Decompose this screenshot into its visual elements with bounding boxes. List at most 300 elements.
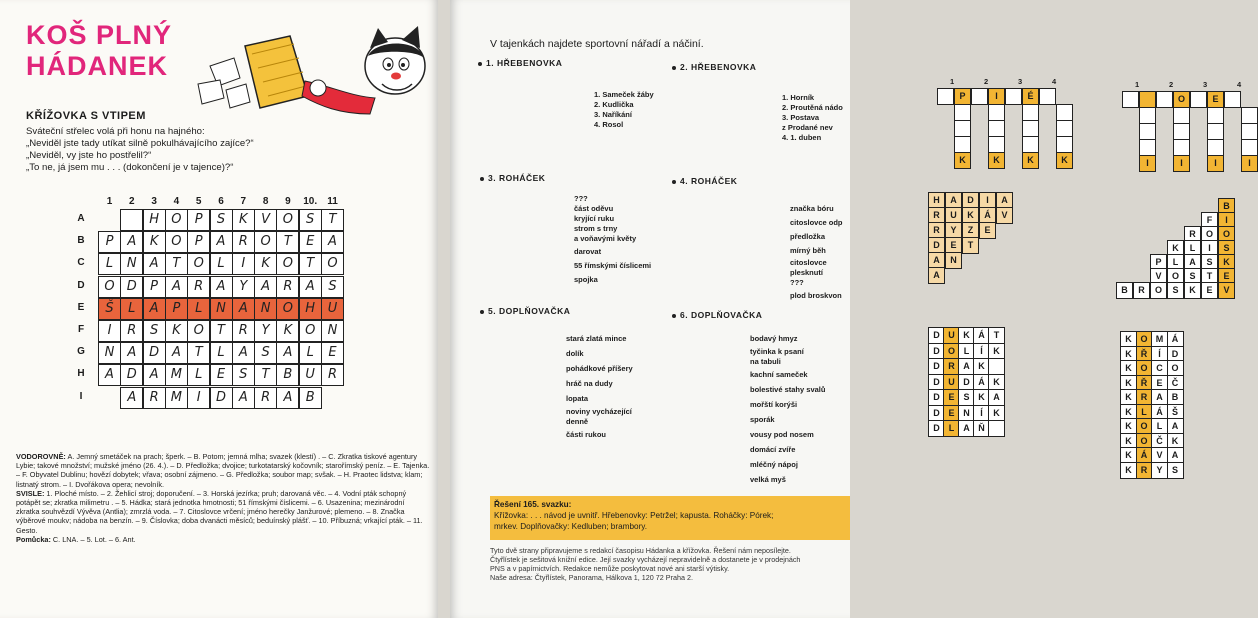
section-3-title: 3. ROHÁČEK	[480, 173, 545, 183]
puzzle-cell[interactable]: I	[979, 192, 996, 209]
puzzle-cell[interactable]: A	[928, 267, 945, 284]
crossword-cell[interactable]: A	[232, 342, 255, 364]
puzzle-cell[interactable]: Á	[1167, 331, 1184, 348]
crossword-cell[interactable]: A	[210, 231, 233, 253]
crossword-cell[interactable]: O	[187, 253, 210, 275]
crossword-cell[interactable]: T	[187, 342, 210, 364]
puzzle-cell[interactable]	[988, 120, 1005, 137]
crossword-cell[interactable]: R	[254, 387, 277, 409]
puzzle-cell[interactable]	[1056, 136, 1073, 153]
puzzle-cell[interactable]: E	[943, 389, 960, 406]
puzzle-cell[interactable]	[1005, 88, 1022, 105]
crossword-cell[interactable]: I	[232, 253, 255, 275]
section-5-title: 5. DOPLŇOVAČKA	[480, 306, 570, 316]
puzzle-cell[interactable]: K	[988, 374, 1005, 391]
puzzle-cell[interactable]: Č	[1167, 375, 1184, 392]
puzzle-cell[interactable]: S	[1167, 282, 1184, 299]
puzzle-cell[interactable]: A	[1184, 254, 1201, 271]
crossword-cell[interactable]: R	[232, 231, 255, 253]
crossword-cell[interactable]: T	[321, 209, 344, 231]
crossword-cell[interactable]: R	[143, 387, 166, 409]
page-title: KOŠ PLNÝ HÁDANEK	[26, 20, 173, 81]
crossword-cell[interactable]: A	[210, 276, 233, 298]
crossword-cell[interactable]: S	[232, 364, 255, 386]
crossword-cell[interactable]: O	[165, 231, 188, 253]
puzzle-cell[interactable]: B	[1167, 389, 1184, 406]
row-letter: D	[77, 279, 85, 291]
puzzle-cell[interactable]: K	[1167, 240, 1184, 257]
puzzle-cell[interactable]: K	[954, 152, 971, 169]
crossword-cell[interactable]: O	[98, 276, 121, 298]
puzzle-cell[interactable]	[1022, 120, 1039, 137]
puzzle-cell[interactable]: K	[988, 152, 1005, 169]
puzzle-cell[interactable]: U	[943, 374, 960, 391]
puzzle-cell[interactable]: U	[943, 327, 960, 344]
puzzle-cell[interactable]: C	[1151, 360, 1168, 377]
puzzle-cell[interactable]: K	[988, 343, 1005, 360]
puzzle-cell[interactable]: T	[988, 327, 1005, 344]
puzzle-cell[interactable]: K	[1120, 375, 1137, 392]
puzzle-cell[interactable]: D	[928, 405, 945, 422]
crossword-cell[interactable]: A	[120, 342, 143, 364]
crossword-cell[interactable]: A	[98, 364, 121, 386]
crossword-cell[interactable]: S	[143, 320, 166, 342]
puzzle-cell[interactable]	[1207, 107, 1224, 124]
puzzle-cell[interactable]: Ň	[973, 420, 990, 437]
puzzle-cell[interactable]: O	[1173, 91, 1190, 108]
crossword-cell[interactable]: S	[299, 209, 322, 231]
puzzle-cell[interactable]: R	[928, 222, 945, 239]
crossword-cell[interactable]: S	[254, 342, 277, 364]
puzzle-cell[interactable]: Ř	[1136, 346, 1153, 363]
puzzle-cell[interactable]: D	[928, 374, 945, 391]
puzzle-cell[interactable]: K	[988, 405, 1005, 422]
puzzle-cell[interactable]: L	[1167, 254, 1184, 271]
puzzle-cell[interactable]: L	[958, 343, 975, 360]
puzzle-cell[interactable]: V	[1150, 268, 1167, 285]
puzzle-cell[interactable]: V	[996, 207, 1013, 224]
crossword-cell[interactable]: V	[254, 209, 277, 231]
puzzle-cell[interactable]: K	[1120, 418, 1137, 435]
puzzle-cell[interactable]: I	[1241, 155, 1258, 172]
crossword-cell[interactable]: K	[276, 320, 299, 342]
crossword-cell[interactable]: P	[98, 231, 121, 253]
crossword-cell[interactable]: K	[254, 253, 277, 275]
crossword-cell[interactable]: K	[143, 231, 166, 253]
puzzle-cell[interactable]: K	[1184, 282, 1201, 299]
crossword-cell[interactable]: T	[254, 364, 277, 386]
puzzle-cell[interactable]: D	[928, 343, 945, 360]
crossword-cell[interactable]: T	[276, 231, 299, 253]
puzzle-cell[interactable]: A	[945, 192, 962, 209]
crossword-cell[interactable]: R	[321, 364, 344, 386]
puzzle-cell[interactable]	[1241, 107, 1258, 124]
column-number: 8	[262, 196, 269, 207]
crossword-cell[interactable]: E	[210, 364, 233, 386]
puzzle-cell[interactable]: K	[973, 389, 990, 406]
crossword-cell[interactable]: A	[120, 387, 143, 409]
puzzle-cell[interactable]: Č	[1151, 433, 1168, 450]
puzzle-cell[interactable]: T	[962, 237, 979, 254]
crossword-cell[interactable]: A	[299, 276, 322, 298]
puzzle-cell[interactable]: É	[1022, 88, 1039, 105]
puzzle-cell[interactable]: E	[945, 237, 962, 254]
puzzle-cell[interactable]: K	[958, 327, 975, 344]
puzzle-cell[interactable]	[971, 88, 988, 105]
crossword-cell[interactable]: L	[120, 298, 143, 320]
crossword-cell[interactable]: O	[254, 231, 277, 253]
puzzle-cell[interactable]	[1156, 91, 1173, 108]
s6-clues: bodavý hmyz tyčinka k psaní na tabuli kachní sameček bolestivé stahy svalů mořští korýši sporák vousy pod nosem domácí zvíře mléčný nápoj velká myš	[750, 334, 826, 484]
crossword-cell[interactable]: M	[165, 364, 188, 386]
crossword-cell[interactable]: O	[276, 209, 299, 231]
crossword-cell[interactable]: A	[276, 342, 299, 364]
puzzle-cell[interactable]	[1122, 91, 1139, 108]
crossword-cell[interactable]: A	[120, 231, 143, 253]
puzzle-cell[interactable]	[1173, 139, 1190, 156]
crossword-cell[interactable]: O	[321, 253, 344, 275]
puzzle-cell[interactable]: R	[943, 358, 960, 375]
puzzle-cell[interactable]: R	[1184, 226, 1201, 243]
crossword-cell[interactable]: A	[321, 231, 344, 253]
puzzle-cell[interactable]	[1022, 104, 1039, 121]
puzzle-cell[interactable]: V	[1151, 447, 1168, 464]
puzzle-cell[interactable]: P	[1150, 254, 1167, 271]
puzzle-cell[interactable]: O	[943, 343, 960, 360]
crossword-cell[interactable]: H	[299, 298, 322, 320]
puzzle-cell[interactable]: O	[1136, 360, 1153, 377]
puzzle-cell[interactable]: F	[1201, 212, 1218, 229]
crossword-cell[interactable]: N	[254, 298, 277, 320]
puzzle-cell[interactable]: K	[1120, 346, 1137, 363]
puzzle-cell[interactable]	[1241, 139, 1258, 156]
section-4-title: 4. ROHÁČEK	[672, 176, 737, 186]
column-number: 3	[151, 196, 157, 207]
crossword-cell[interactable]: T	[165, 253, 188, 275]
puzzle-cell[interactable]: D	[928, 358, 945, 375]
puzzle-cell[interactable]: Y	[1151, 462, 1168, 479]
crossword-cell[interactable]: N	[98, 342, 121, 364]
puzzle-cell[interactable]: K	[1120, 433, 1137, 450]
puzzle-cell[interactable]: R	[1133, 282, 1150, 299]
puzzle-cell[interactable]	[988, 104, 1005, 121]
comb-number: 1	[950, 77, 955, 86]
crossword-cell[interactable]: R	[276, 276, 299, 298]
puzzle-cell[interactable]: I	[1207, 155, 1224, 172]
puzzle-cell[interactable]: K	[1218, 254, 1235, 271]
crossword-cell[interactable]: S	[321, 276, 344, 298]
cat-illustration	[190, 26, 430, 121]
crossword-cell[interactable]: K	[232, 209, 255, 231]
comb-number: 1	[1135, 80, 1140, 89]
puzzle-cell[interactable]	[954, 104, 971, 121]
puzzle-cell[interactable]: K	[1120, 360, 1137, 377]
crossword-cell[interactable]: D	[120, 364, 143, 386]
column-number: 1	[106, 196, 113, 207]
crossword-cell[interactable]: A	[143, 253, 166, 275]
crossword-cell[interactable]: L	[187, 364, 210, 386]
puzzle-cell[interactable]: D	[928, 420, 945, 437]
puzzle-cell[interactable]: Y	[945, 222, 962, 239]
puzzle-cell[interactable]: K	[1120, 404, 1137, 421]
puzzle-cell[interactable]: Á	[1136, 447, 1153, 464]
puzzle-cell[interactable]: Í	[973, 343, 990, 360]
right-page	[450, 0, 1251, 618]
puzzle-cell[interactable]: E	[1201, 282, 1218, 299]
s4-clues: značka bóru citoslovce odp předložka mírný běh citoslovce plesknutí ??? plod broskvon	[790, 204, 843, 300]
crossword-cell[interactable]: P	[165, 298, 188, 320]
puzzle-cell[interactable]	[1039, 88, 1056, 105]
puzzle-cell[interactable]: Ř	[1136, 375, 1153, 392]
crossword-cell[interactable]: H	[143, 209, 166, 231]
puzzle-cell[interactable]	[988, 136, 1005, 153]
comb-number: 2	[984, 77, 989, 86]
puzzle-cell[interactable]: S	[1201, 254, 1218, 271]
puzzle-cell[interactable]: I	[1218, 212, 1235, 229]
column-number: 6	[218, 196, 224, 207]
crossword-cell[interactable]: N	[210, 298, 233, 320]
footer-notice: Tyto dvě strany připravujeme s redakcí časopisu Hádanka a křížovka. Řešení nám neposílejte. Čtyřlístek je sešitová knižní edice. Její svazky vycházejí nepravidelně a dostanete je v prodejnách PNS a v papírnictvích. Redakce nemůže poskytovat nové ani starší výtisky. Naše adresa: Čtyřlístek, Panorama, Hálkova 1, 120 72 Praha 2.	[490, 546, 801, 582]
crossword-cell[interactable]: A	[232, 387, 255, 409]
puzzle-cell[interactable]: O	[1150, 282, 1167, 299]
s2-clues: 1. Horník 2. Proutěná nádo 3. Postava z Prodané nev 4. 1. duben	[782, 93, 843, 142]
puzzle-cell[interactable]: D	[928, 327, 945, 344]
crossword-cell[interactable]: U	[299, 364, 322, 386]
puzzle-cell[interactable]	[1139, 123, 1156, 140]
section-2-title: 2. HŘEBENOVKA	[672, 62, 756, 72]
puzzle-cell[interactable]: E	[943, 405, 960, 422]
crossword-cell[interactable]: Y	[254, 320, 277, 342]
crossword-cell[interactable]: A	[165, 342, 188, 364]
puzzle-cell[interactable]	[988, 358, 1005, 375]
puzzle-cell[interactable]	[1056, 104, 1073, 121]
puzzle-cell[interactable]	[1207, 123, 1224, 140]
puzzle-cell[interactable]: K	[1056, 152, 1073, 169]
crossword-cell[interactable]: A	[143, 364, 166, 386]
puzzle-cell[interactable]: I	[988, 88, 1005, 105]
puzzle-cell[interactable]: I	[1139, 155, 1156, 172]
puzzle-cell[interactable]: A	[958, 358, 975, 375]
crossword-cell[interactable]: P	[143, 276, 166, 298]
puzzle-cell[interactable]: I	[1201, 240, 1218, 257]
puzzle-cell[interactable]: S	[1167, 462, 1184, 479]
crossword-cell[interactable]: A	[276, 387, 299, 409]
puzzle-cell[interactable]	[954, 136, 971, 153]
puzzle-cell[interactable]	[1190, 91, 1207, 108]
crossword-cell[interactable]: K	[165, 320, 188, 342]
puzzle-cell[interactable]: A	[958, 420, 975, 437]
crossword-cell[interactable]: L	[210, 342, 233, 364]
row-letter: C	[77, 257, 85, 269]
crossword-cell[interactable]: E	[299, 231, 322, 253]
crossword-cell[interactable]: D	[120, 276, 143, 298]
puzzle-cell[interactable]: R	[1136, 462, 1153, 479]
puzzle-cell[interactable]: T	[1201, 268, 1218, 285]
crossword-cell[interactable]: O	[187, 320, 210, 342]
puzzle-cell[interactable]	[1173, 107, 1190, 124]
puzzle-cell[interactable]: K	[962, 207, 979, 224]
puzzle-cell[interactable]: K	[973, 358, 990, 375]
crossword-cell[interactable]: P	[187, 231, 210, 253]
puzzle-cell[interactable]: A	[996, 192, 1013, 209]
crossword-cell[interactable]: N	[321, 320, 344, 342]
puzzle-cell[interactable]: Á	[1151, 404, 1168, 421]
crossword-cell[interactable]: A	[232, 298, 255, 320]
puzzle-cell[interactable]	[1207, 139, 1224, 156]
puzzle-cell[interactable]	[988, 420, 1005, 437]
crossword-cell[interactable]: P	[187, 209, 210, 231]
puzzle-cell[interactable]: V	[1218, 282, 1235, 299]
puzzle-cell[interactable]: O	[1167, 360, 1184, 377]
solution-box: Řešení 165. svazku: Křížovka: . . . návod je uvnitř. Hřebenovky: Petržel; kapusta. Roháčky: Pórek; mrkev. Doplňovačky: Kedluben; brambory.	[490, 496, 850, 540]
crossword-cell[interactable]: A	[254, 276, 277, 298]
puzzle-cell[interactable]: P	[954, 88, 971, 105]
puzzle-cell[interactable]: A	[988, 389, 1005, 406]
puzzle-cell[interactable]: O	[1218, 226, 1235, 243]
puzzle-cell[interactable]: A	[928, 252, 945, 269]
puzzle-cell[interactable]	[954, 120, 971, 137]
puzzle-cell[interactable]: E	[1218, 268, 1235, 285]
crossword-cell[interactable]: D	[143, 342, 166, 364]
puzzle-cell[interactable]: O	[1136, 433, 1153, 450]
puzzle-cell[interactable]	[1224, 91, 1241, 108]
crossword-cell[interactable]: R	[232, 320, 255, 342]
puzzle-cell[interactable]: O	[1201, 226, 1218, 243]
puzzle-cell[interactable]	[1173, 123, 1190, 140]
puzzle-cell[interactable]: S	[958, 389, 975, 406]
crossword-cell[interactable]: T	[299, 253, 322, 275]
s5-clues: stará zlatá mince dolík pohádkové příšery hráč na dudy lopata noviny vycházející denně části rukou	[566, 334, 633, 439]
puzzle-cell[interactable]: R	[928, 207, 945, 224]
puzzle-cell[interactable]: L	[1184, 240, 1201, 257]
crossword-cell[interactable]: B	[276, 364, 299, 386]
puzzle-cell[interactable]: L	[943, 420, 960, 437]
puzzle-cell[interactable]: K	[1120, 447, 1137, 464]
comb-number: 4	[1237, 80, 1242, 89]
row-letter: E	[77, 301, 85, 313]
crossword-cell[interactable]: L	[210, 253, 233, 275]
column-number: 4	[173, 196, 180, 207]
puzzle-cell[interactable]: Š	[1167, 404, 1184, 421]
column-number: 9	[285, 196, 291, 207]
puzzle-cell[interactable]: E	[979, 222, 996, 239]
crossword-cell[interactable]: Y	[232, 276, 255, 298]
puzzle-cell[interactable]: D	[1167, 346, 1184, 363]
crossword-cell[interactable]: E	[321, 342, 344, 364]
puzzle-cell[interactable]: E	[1207, 91, 1224, 108]
crossword-cell[interactable]: O	[299, 320, 322, 342]
puzzle-cell[interactable]	[1139, 91, 1156, 108]
puzzle-cell[interactable]: O	[1136, 331, 1153, 348]
crossword-cell[interactable]: D	[210, 387, 233, 409]
crossword-cell[interactable]: Š	[98, 298, 121, 320]
crossword-cell[interactable]: M	[165, 387, 188, 409]
puzzle-cell[interactable]: A	[1167, 447, 1184, 464]
crossword-cell[interactable]: I	[187, 387, 210, 409]
row-letter: G	[77, 346, 85, 358]
puzzle-cell[interactable]: Í	[973, 405, 990, 422]
puzzle-cell[interactable]: Z	[962, 222, 979, 239]
puzzle-cell[interactable]: K	[1120, 331, 1137, 348]
crossword-cell[interactable]: S	[210, 209, 233, 231]
crossword-cell[interactable]: N	[120, 253, 143, 275]
puzzle-cell[interactable]	[1139, 139, 1156, 156]
puzzle-cell[interactable]: K	[1120, 462, 1137, 479]
puzzle-cell[interactable]: I	[1173, 155, 1190, 172]
row-letter: H	[77, 368, 85, 380]
puzzle-cell[interactable]: N	[945, 252, 962, 269]
puzzle-cell[interactable]: O	[1167, 268, 1184, 285]
puzzle-cell[interactable]: H	[928, 192, 945, 209]
puzzle-cell[interactable]: D	[962, 192, 979, 209]
crossword-cell[interactable]: L	[187, 298, 210, 320]
s3-clues: ??? část oděvu kryjící ruku strom s trny a voňavými květy darovat 55 římskými číslicemi spojka	[574, 194, 652, 284]
row-letter: B	[77, 235, 85, 247]
puzzle-cell[interactable]	[1056, 120, 1073, 137]
comb-number: 3	[1203, 80, 1208, 89]
puzzle-cell[interactable]: L	[1136, 404, 1153, 421]
crossword-cell[interactable]: R	[120, 320, 143, 342]
puzzle-cell[interactable]	[1139, 107, 1156, 124]
puzzle-cell[interactable]: Á	[973, 374, 990, 391]
puzzle-cell[interactable]: L	[1151, 418, 1168, 435]
puzzle-cell[interactable]: Í	[1151, 346, 1168, 363]
puzzle-cell[interactable]: D	[958, 374, 975, 391]
puzzle-cell[interactable]: E	[1151, 375, 1168, 392]
puzzle-cell[interactable]: S	[1218, 240, 1235, 257]
puzzle-cell[interactable]: Á	[979, 207, 996, 224]
puzzle-cell[interactable]: K	[1022, 152, 1039, 169]
puzzle-cell[interactable]: D	[928, 237, 945, 254]
puzzle-cell[interactable]: Á	[973, 327, 990, 344]
puzzle-cell[interactable]	[1241, 123, 1258, 140]
crossword-cell[interactable]: I	[98, 320, 121, 342]
crossword-cell[interactable]	[120, 209, 143, 231]
column-number: 10.	[303, 196, 318, 207]
crossword-cell[interactable]: U	[321, 298, 344, 320]
puzzle-cell[interactable]: S	[1184, 268, 1201, 285]
puzzle-cell[interactable]	[1022, 136, 1039, 153]
puzzle-cell[interactable]: N	[958, 405, 975, 422]
puzzle-cell[interactable]: A	[1167, 418, 1184, 435]
crossword-cell[interactable]: O	[276, 298, 299, 320]
column-number: 5	[195, 196, 202, 207]
crossword-clues: VODOROVNĚ: A. Jemný smetáček na prach; šperk. – B. Potom; jemná mlha; svazek (klestí) . – C. Zkratka tiskové agentury Lybie; takové množství; mužské jméno (26. 4.). – D. Předložka; dvojice; turkotatarský kočovník; starořímský peníz. – E. Tajenka. – F. Obyvatel Dublinu; hovězí dobytek; vřava; osobní zájmeno. – G. Předložka; soubor map; svšak. – H. Praotec lidstva; klam; listnatý strom. – I. Dvořákova opera; nevolník. SVISLE: 1. Ploché místo. – 2. Žehlicí stroj; doporučení. – 3. Horská jezírka; pruh; darovaná věc. – 4. Vodní pták schopný potápět se; zkratka milimetru . – 5. Hádka; stará jednotka hmotnosti; 51 římskými číslicemi. – 6. Usazenina; mezinárodní zkratka souhvězdí Vývěva (Antlia); zmrzlá voda. – 7. Citoslovce vrčení; jméno herečky Janžurové; plemeno. – 8. Značka výběrové moukv; nádoba na benzín. – 9. Číslovka; doba dvanácti měsíců; beduínský plášť. – 10. Příbuzná; vrkající pták. – 11. Gesto. Pomůcka: C. LNA. – 5. Lot. – 6. Ant.	[16, 452, 430, 544]
puzzle-cell[interactable]: D	[928, 389, 945, 406]
crossword-cell[interactable]: O	[276, 253, 299, 275]
puzzle-cell[interactable]: U	[945, 207, 962, 224]
puzzle-cell[interactable]: O	[1136, 418, 1153, 435]
crossword-cell[interactable]: L	[299, 342, 322, 364]
puzzle-cell[interactable]: A	[1151, 389, 1168, 406]
crossword-subtitle: KŘÍŽOVKA S VTIPEM	[26, 110, 146, 122]
crossword-cell[interactable]: L	[98, 253, 121, 275]
joke-intro: Sváteční střelec volá při honu na hajného: „Neviděl jste tady utíkat silně pokulhávajícího zajíce?“ „Neviděl, vy jste ho postřelil?“ „To ne, já jsem mu . . . (dokončení je v tajence)?“	[26, 126, 254, 173]
crossword-cell[interactable]: B	[299, 387, 322, 409]
crossword-cell[interactable]: T	[210, 320, 233, 342]
crossword-cell[interactable]: O	[165, 209, 188, 231]
puzzle-cell[interactable]	[937, 88, 954, 105]
puzzle-cell[interactable]: B	[1218, 198, 1235, 215]
crossword-cell[interactable]: A	[165, 276, 188, 298]
puzzle-cell[interactable]: K	[1167, 433, 1184, 450]
crossword-cell[interactable]: A	[143, 298, 166, 320]
puzzle-cell[interactable]: B	[1116, 282, 1133, 299]
puzzle-cell[interactable]: K	[1120, 389, 1137, 406]
puzzle-cell[interactable]: M	[1151, 331, 1168, 348]
crossword-cell[interactable]: R	[187, 276, 210, 298]
puzzle-cell[interactable]: R	[1136, 389, 1153, 406]
